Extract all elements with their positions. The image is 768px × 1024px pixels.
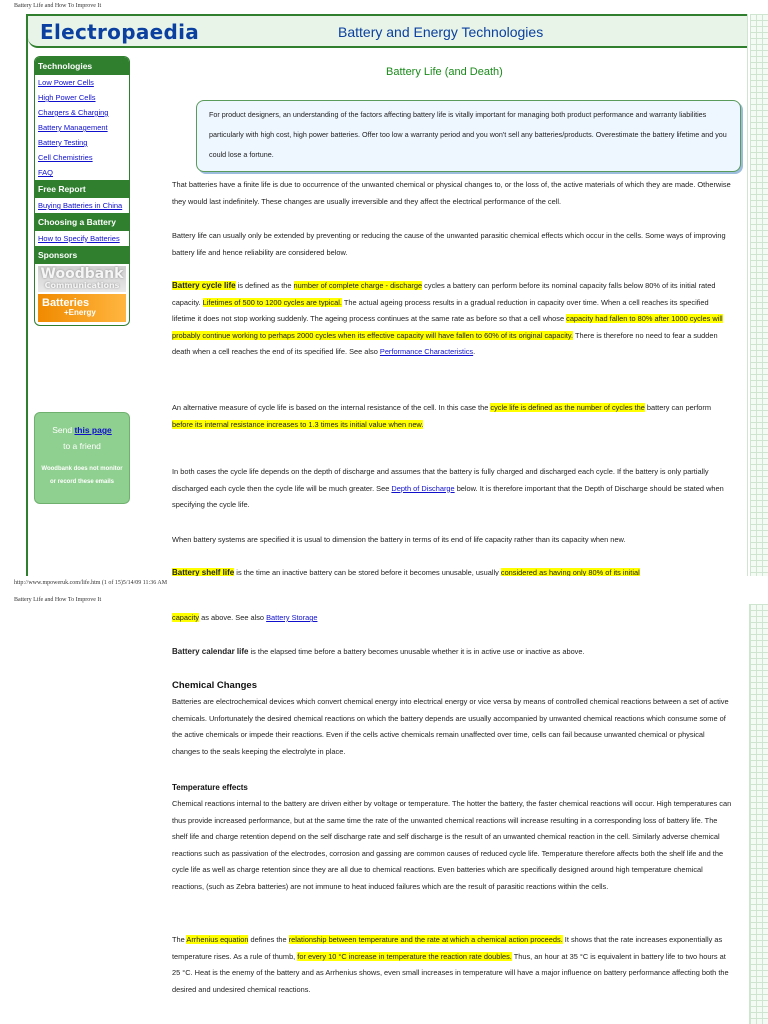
page-title: Battery Life (and Death) bbox=[386, 66, 503, 78]
text-span: . bbox=[473, 347, 476, 356]
highlight-relationship: relationship between temperature and the rate at which a chemical action proceeds. bbox=[288, 935, 563, 944]
heading-chemical-changes: Chemical Changes bbox=[172, 680, 257, 691]
print-footer: http://www.mpoweruk.com/life.htm (1 of 15)5/14/09 11:36 AM bbox=[14, 580, 168, 586]
highlight-internal-resistance: before its internal resistance increases to 1.3 times its initial value when new. bbox=[172, 419, 424, 429]
text-span: Thus, an hour at 35 °C is equivalent in battery life to two hours at 25 °C. Heat is the enemy of the battery and as Arrhenius shows, even small increases in temperature will have a major influence on battery performance affecting both the desired and undesired chemical reactions. bbox=[172, 951, 729, 994]
text-span: as above. See also bbox=[199, 613, 267, 622]
sidebar-heading-sponsors: Sponsors bbox=[35, 246, 129, 264]
text-span: There is therefore no need to fear a sudden death when a cell reaches the end of its specified life. See also bbox=[172, 330, 718, 356]
highlight-complete-charge: number of complete charge - discharge bbox=[293, 281, 423, 290]
privacy-note-2: or record these emails bbox=[49, 479, 115, 486]
sponsor-batteries-energy-logo[interactable] bbox=[38, 294, 126, 322]
paragraph-arrhenius bbox=[172, 932, 732, 998]
term-calendar-life: Battery calendar life bbox=[172, 647, 249, 656]
paragraph-cycle-life bbox=[172, 278, 732, 361]
paragraph-internal-resistance bbox=[172, 400, 732, 433]
paragraph-depth-of-discharge bbox=[172, 464, 732, 514]
sidebar-heading-technologies: Technologies bbox=[35, 57, 129, 75]
paragraph-shelf-life-cont bbox=[172, 610, 732, 627]
sidebar-heading-choosing: Choosing a Battery bbox=[35, 213, 129, 231]
send-label: Send bbox=[52, 425, 73, 435]
paragraph-temperature-effects: Chemical reactions internal to the battery are driven either by voltage or temperature. The hotter the battery, the faster chemical reactions will occur. High temperatures can thus provide increased performance, but at the same time the rate of the unwanted chemical reactions will increase resulting in a corresponding loss of battery life. The shelf life and charge retention depend on the self discharge rate and self discharge is the result of an unwanted chemical reaction in the cell. Similarly adverse chemical reactions such as passivation of the electrodes, corrosion and gassing are common causes of reduced cycle life. Temperature therefore affects both the shelf life and the cycle life as well as charge retention since they are all due to chemical reactions. Even batteries which are specifically designed around high temperature chemical reactions, (such as Zebra batteries) are not immune to heat induced failures which are the result of parasitic reactions within the cells. bbox=[172, 799, 732, 891]
paragraph-extending-life: Battery life can usually only be extended by preventing or reducing the cause of the unwanted parasitic chemical effects which occur in the cells. Some ways of improving battery life and hence reliability are considered below. bbox=[172, 231, 726, 257]
heading-temperature-effects: Temperature effects bbox=[172, 783, 248, 792]
text-span: cycles a battery can perform before its nominal capacity falls below 80% of its initial rated capacity. bbox=[172, 281, 716, 307]
site-logo[interactable]: Electropaedia bbox=[40, 20, 200, 44]
sidebar-link-buying-batteries[interactable]: Buying Batteries in China bbox=[35, 198, 129, 213]
send-this-page-link[interactable]: this page bbox=[74, 425, 112, 435]
site-banner bbox=[28, 14, 747, 48]
print-header: Battery Life and How To Improve It bbox=[14, 3, 102, 9]
sponsor-woodbank-logo[interactable] bbox=[38, 266, 126, 292]
sidebar-link-chargers[interactable]: Chargers & Charging bbox=[35, 105, 129, 120]
sidebar-link-low-power-cells[interactable]: Low Power Cells bbox=[35, 75, 129, 90]
term-battery-cycle-life: Battery cycle life bbox=[172, 281, 236, 290]
highlight-rate-doubles: for every 10 °C increase in temperature the reaction rate doubles. bbox=[297, 951, 512, 961]
sidebar-heading-free-report: Free Report bbox=[35, 180, 129, 198]
send-to-friend-box bbox=[34, 412, 130, 504]
text-span: is the elapsed time before a battery becomes unusable whether it is in active use or inactive as above. bbox=[248, 647, 585, 656]
link-battery-storage[interactable]: Battery Storage bbox=[266, 613, 318, 622]
text-span: It shows that the rate increases exponentially as temperature rises. As a rule of thumb, bbox=[172, 935, 723, 961]
paragraph-calendar-life bbox=[172, 644, 732, 661]
highlight-lifetimes: Lifetimes of 500 to 1200 cycles are typical. bbox=[202, 297, 342, 307]
text-span: The actual ageing process results in a gradual reduction in capacity over time. When a cell reaches its specified lifetime it does not stop working suddenly. The ageing process continues at the same rate as before so that a cell whose bbox=[172, 297, 709, 323]
sidebar-link-battery-management[interactable]: Battery Management bbox=[35, 120, 129, 135]
text-span: below. It is therefore important that the Depth of Discharge should be stated when specifying the cycle life. bbox=[172, 483, 724, 509]
paragraph-end-of-life: When battery systems are specified it is usual to dimension the battery in terms of its end of life capacity rather than its capacity when new. bbox=[172, 535, 626, 544]
to-friend-label: to a friend bbox=[63, 441, 101, 451]
grid-edge-2 bbox=[750, 604, 768, 1024]
highlight-arrhenius-equation: Arrhenius equation bbox=[186, 935, 249, 944]
sponsor1-sub: Communications bbox=[44, 281, 120, 290]
sidebar-link-faq[interactable]: FAQ bbox=[35, 165, 129, 180]
text-span: is defined as the bbox=[235, 281, 294, 290]
highlight-cycle-life-defined: cycle life is defined as the number of cycles the bbox=[490, 403, 645, 412]
link-depth-of-discharge[interactable]: Depth of Discharge bbox=[391, 483, 455, 493]
paragraph-shelf-life bbox=[172, 565, 732, 576]
intro-callout: For product designers, an understanding of the factors affecting battery life is vitally important for managing both product performance and warranty liabilities particularly with high cost, high power batteries. Offer too low a warranty period and you won't sell any batteries/products. Overestimate the battery lifetime and you could lose a fortune. bbox=[196, 100, 741, 172]
text-span: battery can perform bbox=[644, 403, 711, 412]
sidebar-link-how-to-specify[interactable]: How to Specify Batteries bbox=[35, 231, 129, 246]
sidebar-link-battery-testing[interactable]: Battery Testing bbox=[35, 135, 129, 150]
sponsor2-sub: +Energy bbox=[64, 308, 96, 317]
text-span: An alternative measure of cycle life is based on the internal resistance of the cell. In this case the bbox=[172, 403, 491, 412]
highlight-capacity: capacity bbox=[172, 613, 200, 622]
send-line bbox=[35, 425, 129, 435]
text-span: is the time an inactive battery can be stored before it becomes unusable, usually bbox=[234, 568, 501, 576]
privacy-note bbox=[35, 463, 129, 489]
paragraph-finite-life: That batteries have a finite life is due to occurrence of the unwanted chemical or physical changes to, or the loss of, the active materials of which they are made. Otherwise they would last indefinitely. These changes are usually irreversible and they affect the electrical performance of the cell. bbox=[172, 180, 731, 206]
paragraph-chemical-changes: Batteries are electrochemical devices which convert chemical energy into electrical energy or vice versa by means of controlled chemical reactions between a set of active chemicals. Unfortunately the desired chemical reactions on which the battery depends are usually accompanied by unwanted chemical reactions which consume some of the active chemicals or impede their reactions. Even if the cells active chemicals remain unaffected over time, cells can fail because unwanted chemical or physical changes to the seals keeping the electrolyte in place. bbox=[172, 697, 729, 756]
sidebar-link-cell-chemistries[interactable]: Cell Chemistries bbox=[35, 150, 129, 165]
privacy-note-1: Woodbank does not monitor bbox=[41, 466, 123, 472]
text-span: The bbox=[172, 935, 187, 944]
banner-title: Battery and Energy Technologies bbox=[338, 24, 544, 40]
page-2 bbox=[0, 604, 768, 1024]
sidebar-nav bbox=[34, 56, 130, 326]
highlight-initial-capacity: considered as having only 80% of its initial bbox=[500, 568, 640, 576]
print-header-2: Battery Life and How To Improve It bbox=[14, 597, 102, 603]
page-1 bbox=[0, 14, 768, 576]
sidebar-link-high-power-cells[interactable]: High Power Cells bbox=[35, 90, 129, 105]
sponsor2-main: Batteries bbox=[42, 297, 90, 309]
highlight-capacity-fallen: capacity had fallen to 80% after 1000 cycles will probably continue working to perhaps 2000 cycles when its effective capacity will have fallen to 60% of its original capacity. bbox=[172, 314, 723, 340]
grid-edge bbox=[750, 14, 768, 576]
link-performance-characteristics[interactable]: Performance Characteristics bbox=[379, 347, 474, 356]
sponsor1-main: Woodbank bbox=[40, 266, 124, 282]
term-battery-shelf-life: Battery shelf life bbox=[172, 568, 235, 576]
text-span: In both cases the cycle life depends on the depth of discharge and assumes that the battery is fully charged and discharged each cycle. If the battery is only partially discharged each cycle then the cycle life will be much greater. See bbox=[172, 467, 709, 493]
text-span: defines the bbox=[248, 935, 289, 944]
